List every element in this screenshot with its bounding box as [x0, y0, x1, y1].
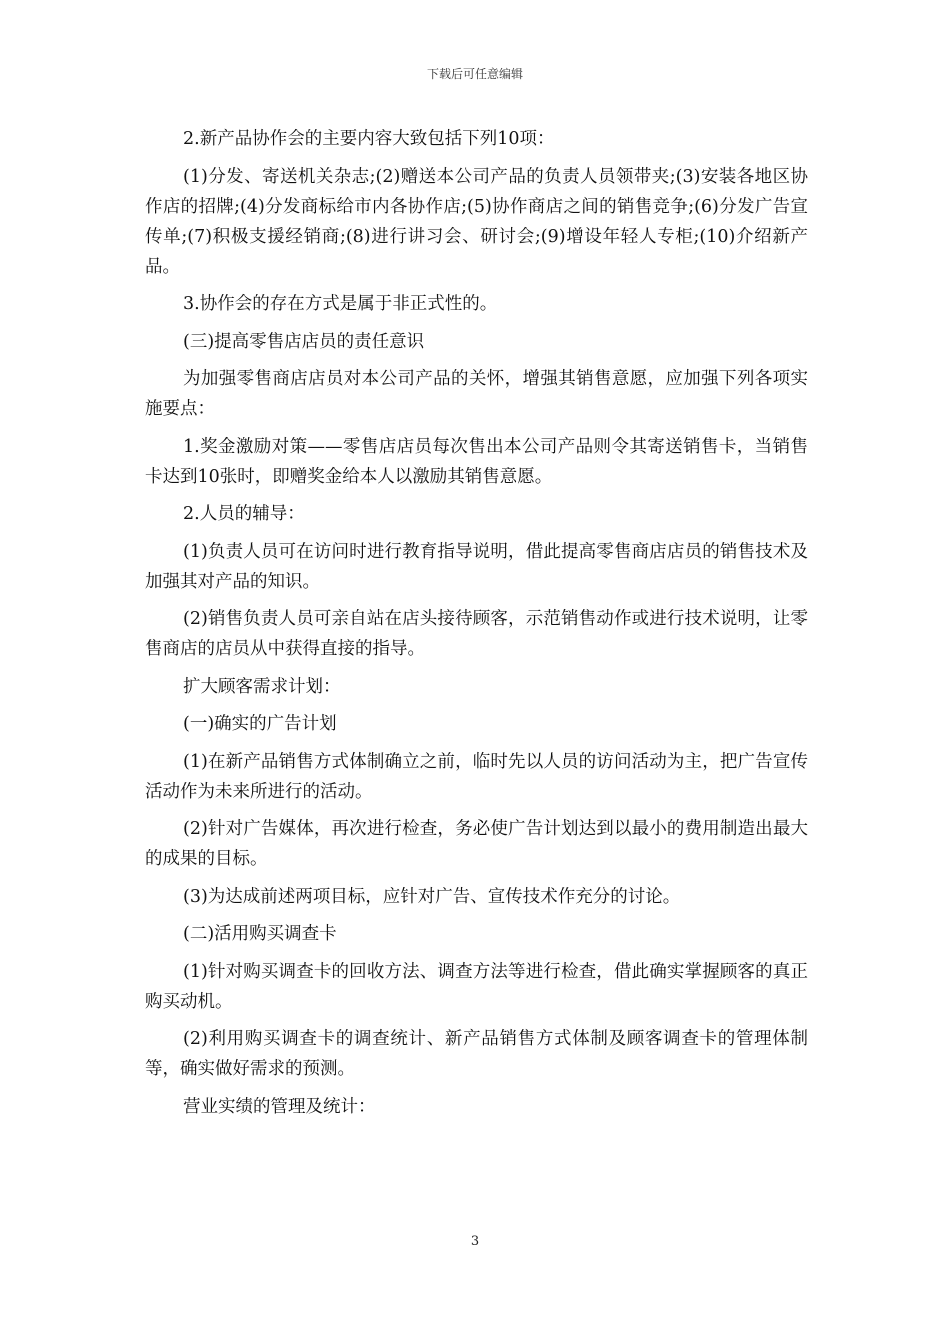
page-number: 3 — [470, 1234, 480, 1249]
paragraph-11: (一)确实的广告计划 — [183, 714, 337, 734]
paragraph-15: (二)活用购买调查卡 — [183, 924, 337, 944]
paragraph-1: 2.新产品协作会的主要内容大致包括下列10项： — [183, 129, 555, 149]
paragraph-9: (2)销售负责人员可亲自站在店头接待顾客，示范销售动作或进行技术说明，让零售商店的店员从中获得直接的指导。 — [145, 609, 808, 659]
paragraph-17: (2)利用购买调查卡的调查统计、新产品销售方式体制及顾客调查卡的管理体制等，确实做好需求的预测。 — [145, 1029, 808, 1079]
paragraph-2: (1)分发、寄送机关杂志;(2)赠送本公司产品的负责人员领带夹;(3)安装各地区协作店的招牌;(4)分发商标给市内各协作店;(5)协作商店之间的销售竞争;(6)分发广告宣传单;(7)积极支援经销商;(8)进行讲习会、研讨会;(9)增设年轻人专柜;(10)介绍新产品。 — [145, 166, 808, 277]
paragraph-14: (3)为达成前述两项目标，应针对广告、宣传技术作充分的讨论。 — [183, 886, 681, 907]
page-header: 下载后可任意编辑 — [426, 67, 523, 81]
paragraph-7: 2.人员的辅导： — [183, 504, 305, 524]
paragraph-12: (1)在新产品销售方式体制确立之前，临时先以人员的访问活动为主，把广告宣传活动作为未来所进行的活动。 — [145, 751, 808, 802]
paragraph-10: 扩大顾客需求计划： — [183, 676, 341, 697]
paragraph-5: 为加强零售商店店员对本公司产品的关怀，增强其销售意愿，应加强下列各项实施要点： — [145, 369, 808, 419]
document-body — [145, 124, 808, 1129]
paragraph-13: (2)针对广告媒体，再次进行检查，务必使广告计划达到以最小的费用制造出最大的成果的目标。 — [145, 819, 808, 869]
paragraph-18: 营业实绩的管理及统计： — [183, 1096, 376, 1117]
paragraph-16: (1)针对购买调查卡的回收方法、调查方法等进行检查，借此确实掌握顾客的真正购买动机。 — [145, 961, 808, 1012]
paragraph-6: 1.奖金激励对策——零售店店员每次售出本公司产品则令其寄送销售卡，当销售卡达到10张时，即赠奖金给本人以激励其销售意愿。 — [145, 436, 808, 487]
paragraph-8: (1)负责人员可在访问时进行教育指导说明，借此提高零售商店店员的销售技术及加强其对产品的知识。 — [145, 541, 808, 592]
paragraph-4: (三)提高零售店店员的责任意识 — [183, 331, 425, 352]
paragraph-3: 3.协作会的存在方式是属于非正式性的。 — [183, 294, 498, 314]
